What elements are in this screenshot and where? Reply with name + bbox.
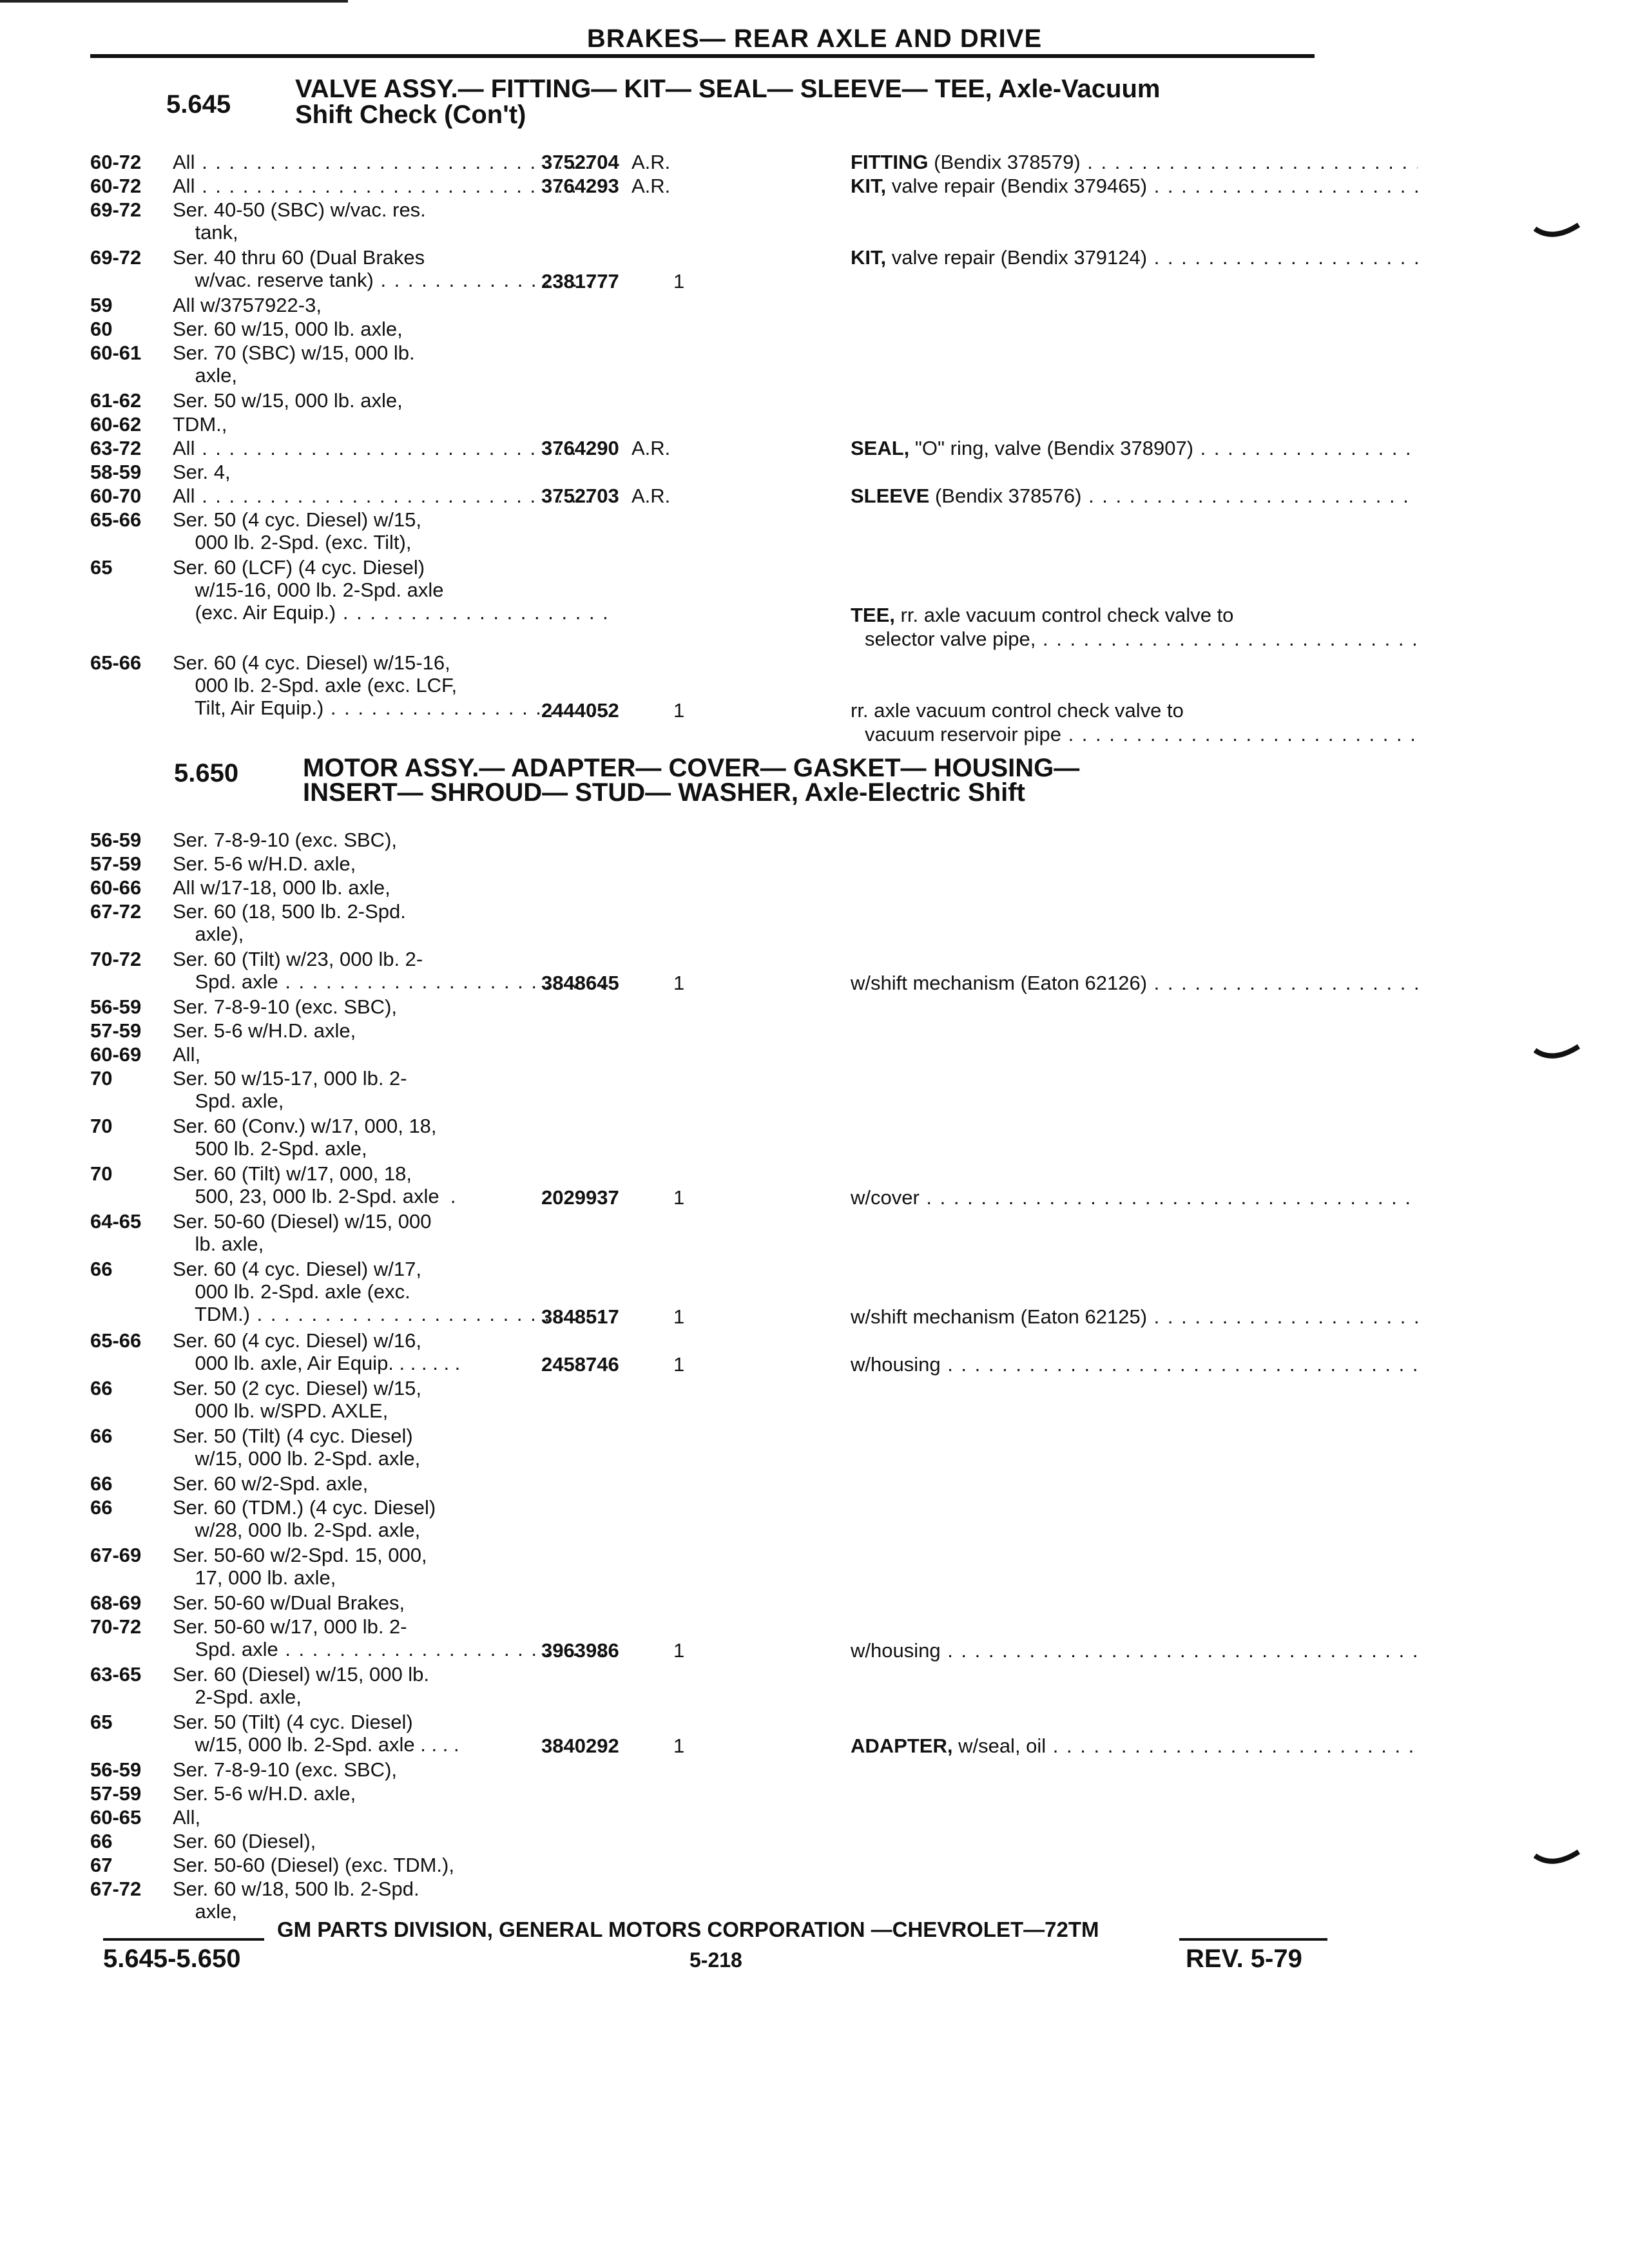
quantity: 1 xyxy=(673,1735,685,1757)
parts-entry xyxy=(90,1210,1353,1258)
description-line: Ser. 50-60 (Diesel) (exc. TDM.), xyxy=(173,1854,454,1876)
description-line: axle), xyxy=(173,923,244,945)
application-description xyxy=(173,1067,611,1112)
part-number: 3752703 xyxy=(541,485,619,507)
part-description xyxy=(851,1711,1418,1758)
parts-entry xyxy=(90,1758,1353,1782)
part-description-line xyxy=(851,723,1418,747)
part-description-line xyxy=(851,675,1418,699)
description-line: w/15-16, 000 lb. 2-Spd. axle xyxy=(173,579,444,601)
description-line: Ser. 40 thru 60 (Dual Brakes xyxy=(173,246,425,269)
quantity: 1 xyxy=(673,1186,685,1209)
part-description-line xyxy=(851,1735,1418,1758)
description-line: Ser. 60 (4 cyc. Diesel) w/16, xyxy=(173,1329,421,1352)
part-description xyxy=(851,556,1418,651)
model-years: 63-72 xyxy=(90,437,142,459)
application-description xyxy=(173,995,611,1018)
part-keyword: SEAL, xyxy=(851,437,910,459)
description-line: Ser. 5-6 w/H.D. axle, xyxy=(173,1782,356,1805)
part-description-line xyxy=(851,246,1418,270)
part-description-line xyxy=(851,437,1418,461)
application-description xyxy=(173,1019,611,1042)
description-line: Ser. 50-60 w/17, 000 lb. 2- xyxy=(173,1615,407,1638)
part-description-line xyxy=(851,699,1418,723)
model-years: 57-59 xyxy=(90,852,142,875)
application-description xyxy=(173,829,611,851)
quantity: 1 xyxy=(673,270,685,293)
model-years: 60-70 xyxy=(90,485,142,507)
parts-entry xyxy=(90,151,1353,175)
parts-entry xyxy=(90,1544,1353,1591)
model-years: 60-69 xyxy=(90,1043,142,1066)
quantity: 1 xyxy=(673,1353,685,1376)
description-line: All, xyxy=(173,1043,201,1066)
part-detail: valve repair (Bendix 379465) xyxy=(891,175,1148,197)
part-number: 2381777 xyxy=(541,270,619,293)
part-description-line xyxy=(851,1711,1418,1735)
model-years: 65 xyxy=(90,556,113,579)
application-description xyxy=(173,294,611,316)
part-number: 2029937 xyxy=(541,1186,619,1209)
header-rule xyxy=(90,54,1315,58)
description-line: Ser. 50 (4 cyc. Diesel) w/15, xyxy=(173,508,421,531)
application-description xyxy=(173,198,611,244)
model-years: 60-72 xyxy=(90,175,142,197)
part-description xyxy=(851,1162,1418,1210)
part-description-line xyxy=(851,175,1418,198)
description-line: TDM.) . . . xyxy=(173,1303,611,1325)
model-years: 56-59 xyxy=(90,995,142,1018)
application-description xyxy=(173,852,611,875)
part-description-line xyxy=(851,1353,1418,1377)
description-line: Ser. 60 (Diesel) w/15, 000 lb. xyxy=(173,1663,430,1686)
footer-rule xyxy=(103,1938,264,1941)
parts-entry xyxy=(90,651,1353,747)
quantity: 1 xyxy=(673,1305,685,1328)
model-years: 69-72 xyxy=(90,198,142,221)
model-years: 66 xyxy=(90,1377,113,1399)
description-line: Ser. 50 (Tilt) (4 cyc. Diesel) xyxy=(173,1711,413,1733)
part-description xyxy=(851,151,1418,175)
description-line: Ser. 60 w/18, 500 lb. 2-Spd. xyxy=(173,1878,419,1900)
parts-entry xyxy=(90,852,1353,876)
part-description xyxy=(851,1615,1418,1663)
part-description-line xyxy=(851,1329,1418,1353)
part-keyword: KIT, xyxy=(851,246,887,269)
part-description-line xyxy=(851,151,1418,175)
page-header-title: BRAKES— REAR AXLE AND DRIVE xyxy=(586,24,1043,53)
parts-entry xyxy=(90,1806,1353,1830)
application-description xyxy=(173,1782,611,1805)
description-line: axle, xyxy=(173,364,237,387)
part-number: 3963986 xyxy=(541,1639,619,1662)
part-detail: selector valve pipe, xyxy=(865,628,1036,650)
model-years: 67-72 xyxy=(90,900,142,923)
description-line: Ser. 60 (Tilt) w/23, 000 lb. 2- xyxy=(173,948,423,970)
model-years: 56-59 xyxy=(90,1758,142,1781)
parts-entry xyxy=(90,389,1353,413)
description-line: Ser. 60 (Conv.) w/17, 000, 18, xyxy=(173,1115,437,1137)
application-description xyxy=(173,1878,611,1923)
description-line: All, xyxy=(173,1806,201,1829)
part-number: 3764293 xyxy=(541,175,619,197)
model-years: 66 xyxy=(90,1830,113,1852)
application-description xyxy=(173,1377,611,1422)
footer-section-range: 5.645-5.650 xyxy=(103,1945,241,1973)
description-line: Ser. 7-8-9-10 (exc. SBC), xyxy=(173,829,398,851)
parts-entry xyxy=(90,900,1353,948)
parts-entry xyxy=(90,294,1353,318)
model-years: 59 xyxy=(90,294,113,316)
section-title-line1: VALVE ASSY.— FITTING— KIT— SEAL— SLEEVE— TEE, Axle-Vacuum xyxy=(295,75,1161,103)
parts-entry xyxy=(90,318,1353,341)
application-description xyxy=(173,556,611,624)
part-number: 3840292 xyxy=(541,1735,619,1757)
binder-clip-mark xyxy=(1534,1849,1580,1869)
model-years: 60 xyxy=(90,318,113,340)
description-line: Spd. axle . . . xyxy=(173,1638,611,1660)
part-number: 3752704 xyxy=(541,151,619,173)
quantity: A.R. xyxy=(631,485,671,507)
description-line: Ser. 70 (SBC) w/15, 000 lb. xyxy=(173,341,415,364)
model-years: 66 xyxy=(90,1496,113,1519)
application-description xyxy=(173,461,611,483)
part-number: 3848517 xyxy=(541,1305,619,1328)
description-line: 500 lb. 2-Spd. axle, xyxy=(173,1137,367,1160)
quantity: A.R. xyxy=(631,151,671,173)
description-line: Ser. 50 (2 cyc. Diesel) w/15, xyxy=(173,1377,421,1399)
description-line: Ser. 4, xyxy=(173,461,231,483)
model-years: 69-72 xyxy=(90,246,142,269)
part-description-line xyxy=(851,1639,1418,1663)
description-line: tank, xyxy=(173,221,238,244)
parts-entry xyxy=(90,948,1353,995)
model-years: 67-69 xyxy=(90,1544,142,1566)
model-years: 64-65 xyxy=(90,1210,142,1233)
part-description-line xyxy=(851,556,1418,580)
part-detail: w/housing xyxy=(851,1639,941,1662)
part-number: 2444052 xyxy=(541,699,619,722)
model-years: 56-59 xyxy=(90,829,142,851)
model-years: 68-69 xyxy=(90,1591,142,1614)
description-line: lb. axle, xyxy=(173,1233,264,1255)
footer-page-number: 5-218 xyxy=(689,1948,742,1972)
part-description-line xyxy=(851,651,1418,675)
quantity: 1 xyxy=(673,1639,685,1662)
parts-entry xyxy=(90,1043,1353,1067)
application-description xyxy=(173,1115,611,1160)
model-years: 67 xyxy=(90,1854,113,1876)
model-years: 65 xyxy=(90,1711,113,1733)
description-line: Ser. 60 (TDM.) (4 cyc. Diesel) xyxy=(173,1496,436,1519)
description-line: All . . . xyxy=(173,175,611,197)
model-years: 70-72 xyxy=(90,948,142,970)
model-years: 60-66 xyxy=(90,876,142,899)
description-line: Ser. 50 (Tilt) (4 cyc. Diesel) xyxy=(173,1425,413,1447)
parts-entry xyxy=(90,1854,1353,1878)
description-line: Ser. 40-50 (SBC) w/vac. res. xyxy=(173,198,426,221)
parts-entry xyxy=(90,1472,1353,1496)
part-detail: "O" ring, valve (Bendix 378907) xyxy=(914,437,1194,459)
description-line: 000 lb. 2-Spd. (exc. Tilt), xyxy=(173,531,412,553)
model-years: 58-59 xyxy=(90,461,142,483)
part-description xyxy=(851,948,1418,995)
application-description xyxy=(173,1472,611,1495)
description-line: Spd. axle, xyxy=(173,1090,284,1112)
parts-entry xyxy=(90,1496,1353,1544)
description-line: Spd. axle . . . xyxy=(173,970,611,993)
quantity: A.R. xyxy=(631,175,671,197)
parts-entry xyxy=(90,246,1353,294)
parts-entry xyxy=(90,556,1353,651)
description-line: All . . . xyxy=(173,485,611,507)
part-description-line xyxy=(851,1305,1418,1329)
application-description xyxy=(173,900,611,945)
part-number: 2458746 xyxy=(541,1353,619,1376)
model-years: 65-66 xyxy=(90,651,142,674)
part-description xyxy=(851,175,1418,198)
model-years: 61-62 xyxy=(90,389,142,412)
quantity: A.R. xyxy=(631,437,671,459)
part-description-line xyxy=(851,1186,1418,1210)
application-description xyxy=(173,1496,611,1541)
description-line: Ser. 50 w/15-17, 000 lb. 2- xyxy=(173,1067,407,1090)
application-description xyxy=(173,1854,611,1876)
description-line: Ser. 7-8-9-10 (exc. SBC), xyxy=(173,995,398,1018)
model-years: 70 xyxy=(90,1162,113,1185)
part-keyword: ADAPTER, xyxy=(851,1735,953,1757)
description-line: (exc. Air Equip.) . . . xyxy=(173,601,611,624)
parts-entry xyxy=(90,1162,1353,1210)
part-description xyxy=(851,246,1418,270)
part-description xyxy=(851,1329,1418,1377)
parts-entry xyxy=(90,876,1353,900)
model-years: 60-65 xyxy=(90,1806,142,1829)
description-line: Ser. 60 w/15, 000 lb. axle, xyxy=(173,318,403,340)
application-description xyxy=(173,389,611,412)
parts-entry xyxy=(90,485,1353,508)
part-detail: valve repair (Bendix 379124) xyxy=(891,246,1148,269)
parts-entry xyxy=(90,1711,1353,1758)
part-detail: rr. axle vacuum control check valve to xyxy=(851,699,1184,722)
model-years: 70 xyxy=(90,1115,113,1137)
part-description xyxy=(851,1258,1418,1329)
parts-entry xyxy=(90,413,1353,437)
part-description xyxy=(851,485,1418,508)
model-years: 66 xyxy=(90,1425,113,1447)
footer-corporation: GM PARTS DIVISION, GENERAL MOTORS CORPORATION —CHEVROLET—72TM xyxy=(277,1917,1099,1941)
parts-entry xyxy=(90,175,1353,198)
part-description-line xyxy=(851,604,1418,628)
description-line: Ser. 50-60 w/Dual Brakes, xyxy=(173,1591,405,1614)
parts-entry xyxy=(90,1615,1353,1663)
part-description-line xyxy=(851,948,1418,972)
description-line: Ser. 60 w/2-Spd. axle, xyxy=(173,1472,369,1495)
section-number: 5.650 xyxy=(174,759,239,787)
part-description-line xyxy=(851,485,1418,508)
part-description-line xyxy=(851,580,1418,604)
parts-entry xyxy=(90,1663,1353,1711)
part-description xyxy=(851,651,1418,747)
model-years: 70 xyxy=(90,1067,113,1090)
parts-entry xyxy=(90,437,1353,461)
section-number: 5.645 xyxy=(166,90,231,119)
description-line: 000 lb. axle, Air Equip. . . . . . . xyxy=(173,1352,461,1374)
part-detail: w/seal, oil xyxy=(958,1735,1046,1757)
part-keyword: FITTING xyxy=(851,151,929,173)
parts-entry xyxy=(90,1782,1353,1806)
part-description-line xyxy=(851,1282,1418,1305)
application-description xyxy=(173,341,611,387)
model-years: 60-61 xyxy=(90,341,142,364)
model-years: 67-72 xyxy=(90,1878,142,1900)
model-years: 65-66 xyxy=(90,1329,142,1352)
description-line: Ser. 5-6 w/H.D. axle, xyxy=(173,852,356,875)
parts-entry xyxy=(90,1067,1353,1115)
application-description xyxy=(173,318,611,340)
description-line: 000 lb. 2-Spd. axle (exc. xyxy=(173,1280,410,1303)
description-line: w/15, 000 lb. 2-Spd. axle, xyxy=(173,1447,421,1470)
part-detail: rr. axle vacuum control check valve to xyxy=(900,604,1234,626)
description-line: Ser. 50 w/15, 000 lb. axle, xyxy=(173,389,403,412)
part-detail: (Bendix 378579) xyxy=(934,151,1081,173)
part-detail: (Bendix 378576) xyxy=(934,485,1082,507)
description-line: 2-Spd. axle, xyxy=(173,1686,302,1708)
description-line: w/15, 000 lb. 2-Spd. axle . . . . xyxy=(173,1733,459,1756)
model-years: 66 xyxy=(90,1472,113,1495)
application-description xyxy=(173,1758,611,1781)
description-line: Ser. 60 (4 cyc. Diesel) w/15-16, xyxy=(173,651,450,674)
model-years: 57-59 xyxy=(90,1019,142,1042)
description-line: All w/3757922-3, xyxy=(173,294,322,316)
part-description xyxy=(851,437,1418,461)
binder-clip-mark xyxy=(1534,222,1580,242)
description-line: Ser. 7-8-9-10 (exc. SBC), xyxy=(173,1758,398,1781)
description-line: 000 lb. w/SPD. AXLE, xyxy=(173,1399,389,1422)
part-description-line xyxy=(851,1162,1418,1186)
parts-entry xyxy=(90,1115,1353,1162)
parts-entry xyxy=(90,1830,1353,1854)
part-description-line xyxy=(851,1258,1418,1282)
description-line: All w/17-18, 000 lb. axle, xyxy=(173,876,390,899)
model-years: 60-72 xyxy=(90,151,142,173)
parts-entry xyxy=(90,341,1353,389)
part-detail: w/shift mechanism (Eaton 62126) xyxy=(851,972,1148,994)
description-line: TDM., xyxy=(173,413,227,436)
description-line: Ser. 50-60 (Diesel) w/15, 000 xyxy=(173,1210,432,1233)
quantity: 1 xyxy=(673,699,685,722)
parts-entry xyxy=(90,1329,1353,1377)
part-detail: vacuum reservoir pipe xyxy=(865,723,1061,745)
binder-clip-mark xyxy=(1534,1044,1580,1063)
description-line: Ser. 60 (Tilt) w/17, 000, 18, xyxy=(173,1162,412,1185)
section-title-line2: Shift Check (Con't) xyxy=(295,101,526,129)
description-line: Ser. 50-60 w/2-Spd. 15, 000, xyxy=(173,1544,427,1566)
part-description-line xyxy=(851,1615,1418,1639)
footer-revision: REV. 5-79 xyxy=(1186,1945,1302,1973)
part-detail: w/cover xyxy=(851,1186,920,1209)
application-description xyxy=(173,1210,611,1255)
description-line: Ser. 5-6 w/H.D. axle, xyxy=(173,1019,356,1042)
model-years: 65-66 xyxy=(90,508,142,531)
description-line: All . . . xyxy=(173,151,611,173)
parts-entry xyxy=(90,1425,1353,1472)
parts-entry xyxy=(90,1258,1353,1329)
part-description-line xyxy=(851,628,1418,651)
part-detail: w/shift mechanism (Eaton 62125) xyxy=(851,1305,1148,1328)
application-description xyxy=(173,876,611,899)
parts-entry xyxy=(90,1019,1353,1043)
parts-entry xyxy=(90,829,1353,852)
part-keyword: KIT, xyxy=(851,175,887,197)
quantity: 1 xyxy=(673,972,685,994)
parts-entry xyxy=(90,1377,1353,1425)
application-description xyxy=(173,1591,611,1614)
description-line: 000 lb. 2-Spd. axle (exc. LCF, xyxy=(173,674,458,697)
section-title-line1: MOTOR ASSY.— ADAPTER— COVER— GASKET— HOUSING— xyxy=(303,754,1080,782)
description-line: w/28, 000 lb. 2-Spd. axle, xyxy=(173,1519,421,1541)
part-keyword: TEE, xyxy=(851,604,895,626)
application-description xyxy=(173,1544,611,1589)
model-years: 63-65 xyxy=(90,1663,142,1686)
description-line: 17, 000 lb. axle, xyxy=(173,1566,336,1589)
part-number: 3848645 xyxy=(541,972,619,994)
description-line: Ser. 60 (Diesel), xyxy=(173,1830,316,1852)
parts-entry xyxy=(90,1591,1353,1615)
part-description-line xyxy=(851,972,1418,995)
model-years: 66 xyxy=(90,1258,113,1280)
description-line: axle, xyxy=(173,1900,237,1923)
application-description xyxy=(173,1043,611,1066)
application-description xyxy=(173,1663,611,1708)
section-title-line2: INSERT— SHROUD— STUD— WASHER, Axle-Electric Shift xyxy=(303,778,1025,807)
description-line: All . . . xyxy=(173,437,611,459)
application-description xyxy=(173,1425,611,1470)
part-detail: w/housing xyxy=(851,1353,941,1376)
model-years: 70-72 xyxy=(90,1615,142,1638)
parts-entry xyxy=(90,995,1353,1019)
application-description xyxy=(173,508,611,553)
footer-rule xyxy=(1179,1938,1327,1941)
top-edge-rule xyxy=(0,0,348,3)
part-keyword: SLEEVE xyxy=(851,485,930,507)
description-line: Tilt, Air Equip.) . . . xyxy=(173,697,611,719)
application-description xyxy=(173,413,611,436)
parts-entry xyxy=(90,508,1353,556)
application-description xyxy=(173,1830,611,1852)
part-number: 3764290 xyxy=(541,437,619,459)
description-line: Ser. 60 (18, 500 lb. 2-Spd. xyxy=(173,900,406,923)
model-years: 57-59 xyxy=(90,1782,142,1805)
parts-entry xyxy=(90,461,1353,485)
application-description xyxy=(173,1806,611,1829)
description-line: Ser. 60 (LCF) (4 cyc. Diesel) xyxy=(173,556,425,579)
parts-entry xyxy=(90,198,1353,246)
model-years: 60-62 xyxy=(90,413,142,436)
description-line: w/vac. reserve tank) . . . xyxy=(173,269,611,291)
description-line: 500, 23, 000 lb. 2-Spd. axle . xyxy=(173,1185,456,1207)
description-line: Ser. 60 (4 cyc. Diesel) w/17, xyxy=(173,1258,421,1280)
